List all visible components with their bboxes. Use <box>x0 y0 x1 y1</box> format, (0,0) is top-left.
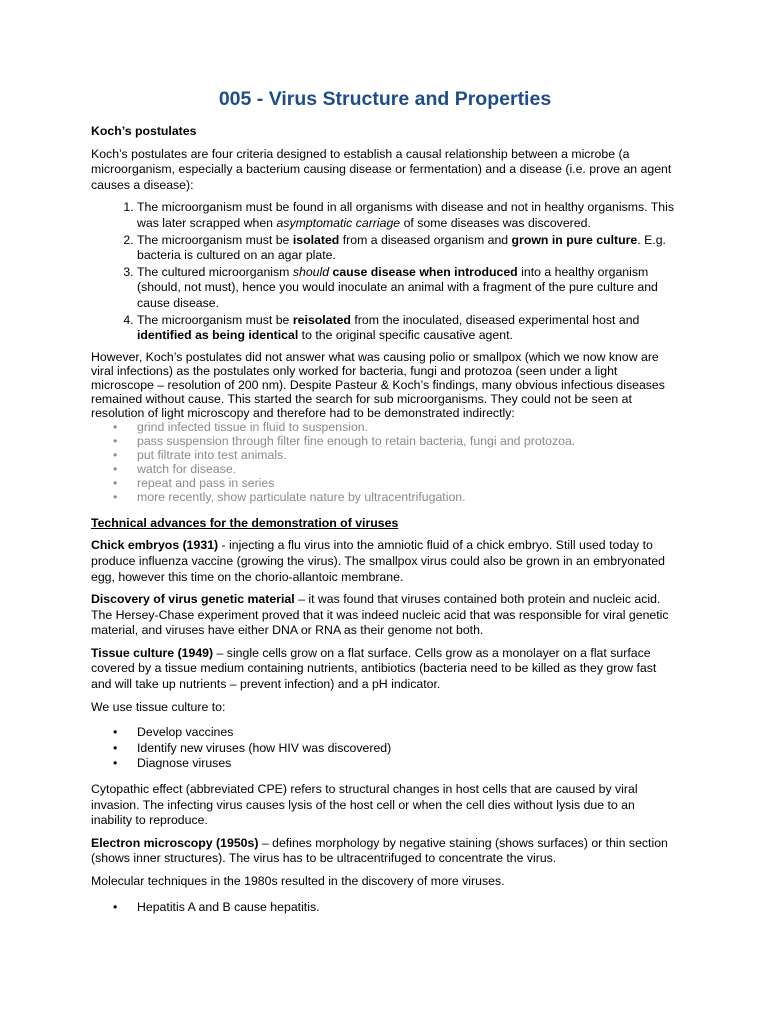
list-item: • Develop vaccines <box>137 725 679 741</box>
kochs-intro: Koch’s postulates are four criteria designed to establish a causal relationship between a microbe (a microorganism, especially a bacterium causing disease or fermentation) and a disease (i.e. prove an agent causes a disease): <box>91 146 672 192</box>
list-item: • Diagnose viruses <box>137 756 679 772</box>
cpe-paragraph: Cytopathic effect (abbreviated CPE) refers to structural changes in host cells that are caused by viral invasion. The infecting virus causes lysis of the host cell or when the cell dies without lysis due to an inability to reproduce. <box>91 782 638 828</box>
kochs-however-paragraph: However, Koch’s postulates did not answer what was causing polio or smallpox (which we now know are viral infections) as the postulates only worked for bacteria, fungi and protozoa (seen under a light microscope – resolution of 200 nm). Despite Pasteur & Koch’s findings, many obvious infectious diseases remained without cause. This started the search for sub microorganisms. They could not be seen at resolution of light microscopy and therefore had to be demonstrated indirectly: <box>91 349 665 420</box>
postulate-item: 3. The cultured microorganism should cause disease when introduced into a healthy organism (should, not must), hence you would inoculate an animal with a fragment of the pure culture and cause disease. <box>137 265 679 312</box>
list-item: • repeat and pass in series <box>137 476 679 490</box>
list-item: • more recently, show particulate nature by ultracentrifugation. <box>137 490 679 504</box>
kochs-postulates-list <box>91 200 679 343</box>
genetic-material-paragraph: Discovery of virus genetic material – it was found that viruses contained both protein and nucleic acid. The Hersey-Chase experiment proved that it was indeed nucleic acid that was responsible for viral genetic material, and viruses have either DNA or RNA as their genome not both. <box>91 592 669 638</box>
postulate-item: 2. The microorganism must be isolated from a diseased organism and grown in pure culture. E.g. bacteria is cultured on an agar plate. <box>137 233 679 264</box>
molecular-list <box>91 900 679 916</box>
molecular-paragraph: Molecular techniques in the 1980s resulted in the discovery of more viruses. <box>91 874 505 888</box>
advances-heading: Technical advances for the demonstration of viruses <box>91 515 399 530</box>
list-item: • grind infected tissue in fluid to suspension. <box>137 420 679 434</box>
kochs-heading: Koch’s postulates <box>91 124 197 138</box>
list-item: • put filtrate into test animals. <box>137 448 679 462</box>
chick-embryos-paragraph: Chick embryos (1931) - injecting a flu virus into the amniotic fluid of a chick embryo. Still used today to produce influenza vaccine (growing the virus). The smallpox virus could also be grown in an embryonated egg, however this time on the chorio-allantoic membrane. <box>91 538 665 584</box>
indirect-steps-list <box>91 420 679 504</box>
postulate-item: 1. The microorganism must be found in all organisms with disease and not in healthy organisms. This was later scrapped when asymptomatic carriage of some diseases was discovered. <box>137 200 679 231</box>
tissue-uses-intro: We use tissue culture to: <box>91 699 226 714</box>
tissue-uses-list <box>91 725 679 772</box>
list-item: • watch for disease. <box>137 462 679 476</box>
page-title: 005 - Virus Structure and Properties <box>218 88 552 110</box>
tissue-culture-paragraph: Tissue culture (1949) – single cells grow on a flat surface. Cells grow as a monolayer on a flat surface covered by a tissue medium containing nutrients, antibiotics (bacteria need to be killed as they grow fast and will take up nutrients – prevent infection) and a pH indicator. <box>91 645 657 692</box>
document-page <box>91 86 679 922</box>
list-item: • Identify new viruses (how HIV was discovered) <box>137 741 679 757</box>
postulate-item: 4. The microorganism must be reisolated from the inoculated, diseased experimental host and identified as being identical to the original specific causative agent. <box>137 313 679 344</box>
electron-microscopy-paragraph: Electron microscopy (1950s) – defines morphology by negative staining (shows surfaces) or thin section (shows inner structures). The virus has to be ultracentrifuged to concentrate the virus. <box>91 835 668 866</box>
list-item: • Hepatitis A and B cause hepatitis. <box>137 900 679 916</box>
list-item: • pass suspension through filter fine enough to retain bacteria, fungi and protozoa. <box>137 434 679 448</box>
